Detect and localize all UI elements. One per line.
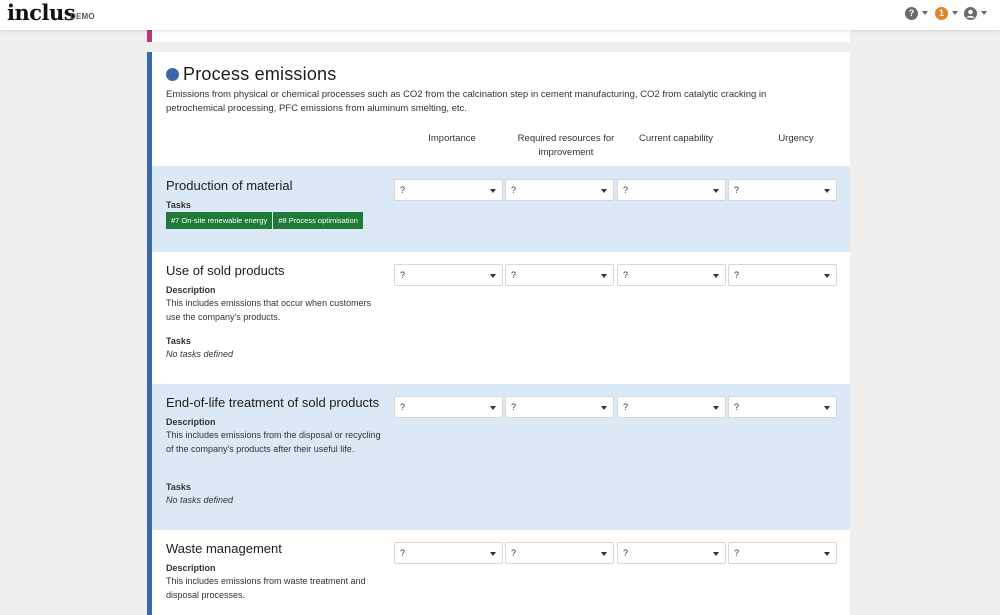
notification-badge: 1 — [935, 7, 948, 20]
logo-demo-tag: DEMO — [70, 12, 95, 21]
help-icon: ? — [905, 7, 918, 20]
section-header — [166, 64, 336, 85]
dropdown-arrow-icon — [490, 274, 496, 278]
row-title: Waste management — [166, 541, 282, 556]
description-label: Description — [166, 563, 216, 573]
column-header-importance: Importance — [428, 133, 476, 144]
no-tasks-text: No tasks defined — [166, 495, 234, 505]
no-tasks-text: No tasks defined — [166, 349, 234, 359]
task-chip[interactable]: #8 Process optimisation — [273, 212, 363, 229]
user-icon — [964, 7, 977, 20]
row-description: This includes emissions from the disposal or recycling of the company's products after their useful life. — [166, 430, 381, 454]
importance-select[interactable]: ? — [394, 396, 503, 418]
chevron-down-icon — [952, 11, 958, 15]
urgency-select[interactable]: ? — [728, 179, 837, 201]
notifications-menu-button[interactable] — [935, 6, 958, 20]
dropdown-arrow-icon — [601, 274, 607, 278]
task-chips — [166, 212, 364, 229]
column-header-current-capability: Current capability — [639, 133, 713, 144]
dropdown-arrow-icon — [490, 406, 496, 410]
capability-select[interactable]: ? — [617, 264, 726, 286]
dropdown-arrow-icon — [713, 274, 719, 278]
process-emissions-card — [147, 52, 850, 615]
row-waste-management — [152, 530, 850, 615]
section-color-dot-icon — [166, 68, 179, 81]
resources-select[interactable]: ? — [505, 179, 614, 201]
chevron-down-icon — [922, 11, 928, 15]
section-description: Emissions from physical or chemical processes such as CO2 from the calcination step in cement manufacturing, CO2 from catalytic cracking in petrochemical processing, PFC emissions from aluminum smelting, etc. — [166, 89, 767, 114]
importance-select[interactable]: ? — [394, 179, 503, 201]
dropdown-arrow-icon — [713, 189, 719, 193]
app-logo[interactable]: inclus — [7, 0, 76, 25]
column-header-urgency: Urgency — [778, 133, 814, 144]
capability-select[interactable]: ? — [617, 542, 726, 564]
help-menu-button[interactable] — [905, 6, 928, 20]
row-production-of-material — [152, 166, 850, 252]
dropdown-arrow-icon — [713, 406, 719, 410]
previous-section-card — [147, 28, 850, 42]
importance-select[interactable]: ? — [394, 264, 503, 286]
resources-select[interactable]: ? — [505, 264, 614, 286]
column-header-required-resources: Required resources for improvement — [517, 133, 615, 158]
urgency-select[interactable]: ? — [728, 396, 837, 418]
row-use-of-sold-products — [152, 252, 850, 384]
capability-select[interactable]: ? — [617, 396, 726, 418]
user-menu-button[interactable] — [964, 6, 987, 20]
dropdown-arrow-icon — [824, 274, 830, 278]
dropdown-arrow-icon — [601, 189, 607, 193]
row-end-of-life-treatment — [152, 384, 850, 530]
tasks-label: Tasks — [166, 336, 191, 346]
capability-select[interactable]: ? — [617, 179, 726, 201]
description-label: Description — [166, 285, 216, 295]
dropdown-arrow-icon — [824, 189, 830, 193]
top-bar — [0, 0, 1000, 30]
dropdown-arrow-icon — [601, 552, 607, 556]
row-title: Production of material — [166, 178, 293, 193]
urgency-select[interactable]: ? — [728, 542, 837, 564]
dropdown-arrow-icon — [713, 552, 719, 556]
tasks-label: Tasks — [166, 482, 191, 492]
row-title: Use of sold products — [166, 263, 285, 278]
resources-select[interactable]: ? — [505, 542, 614, 564]
tasks-label: Tasks — [166, 200, 191, 210]
row-title: End-of-life treatment of sold products — [166, 395, 380, 410]
urgency-select[interactable]: ? — [728, 264, 837, 286]
row-description: This includes emissions that occur when customers use the company's products. — [166, 298, 372, 322]
dropdown-arrow-icon — [824, 406, 830, 410]
importance-select[interactable]: ? — [394, 542, 503, 564]
dropdown-arrow-icon — [824, 552, 830, 556]
dropdown-arrow-icon — [601, 406, 607, 410]
dropdown-arrow-icon — [490, 189, 496, 193]
task-chip[interactable]: #7 On-site renewable energy — [166, 212, 272, 229]
dropdown-arrow-icon — [490, 552, 496, 556]
chevron-down-icon — [981, 11, 987, 15]
resources-select[interactable]: ? — [505, 396, 614, 418]
row-description: This includes emissions from waste treatment and disposal processes. — [166, 576, 366, 600]
section-title: Process emissions — [183, 64, 337, 84]
description-label: Description — [166, 417, 216, 427]
